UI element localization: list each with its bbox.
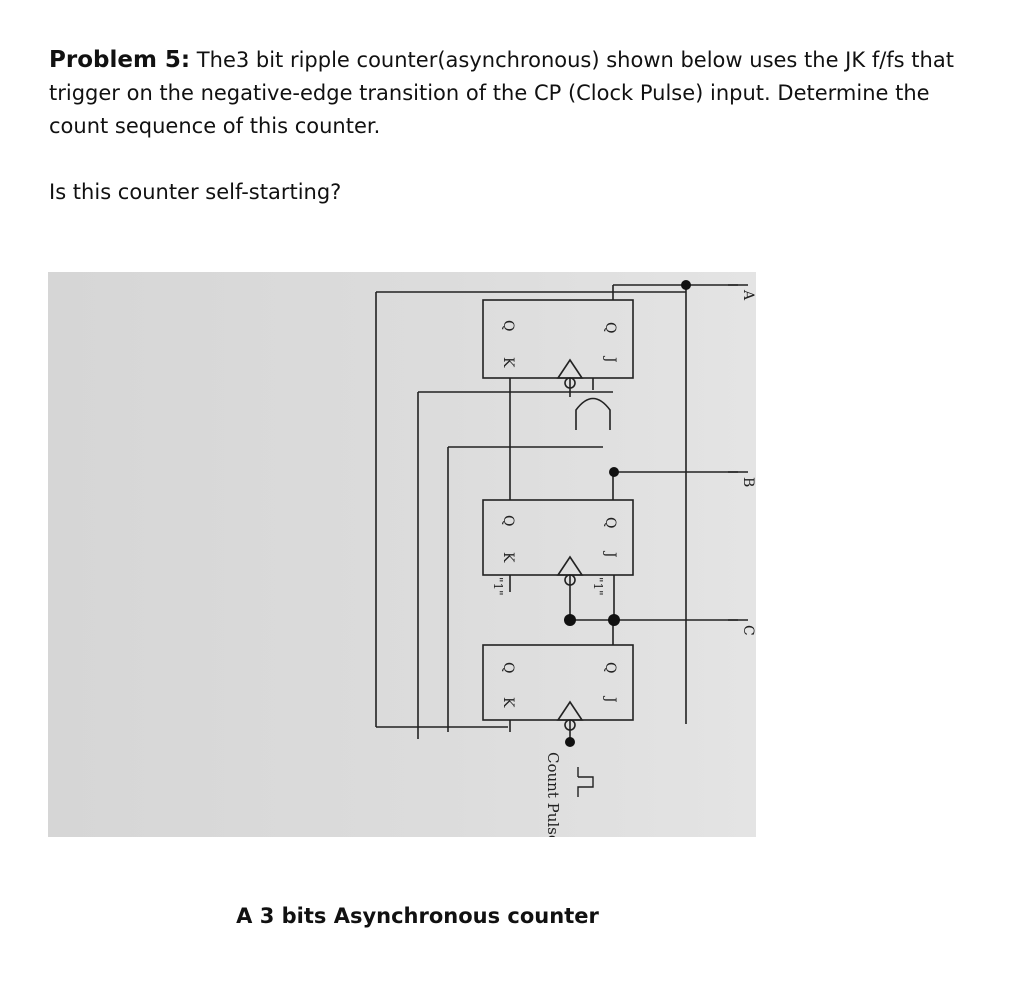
flip-flop-c (483, 645, 633, 720)
circuit-photo (48, 272, 756, 837)
ff-a-k-label: K (500, 357, 516, 368)
ff-c-k-label: K (500, 697, 516, 708)
ff-a-qbar-label: Q (500, 320, 516, 332)
ff-b-q-label: Q (602, 517, 618, 529)
ff-c-qbar-label: Q (500, 662, 516, 674)
output-a-label: A (740, 290, 756, 301)
flip-flop-b (483, 500, 633, 575)
problem-statement (49, 44, 989, 143)
logic-one-k-label: "1" (491, 577, 505, 596)
problem-text: The3 bit ripple counter(asynchronous) shown below uses the JK f/fs that trigger on the negative-edge transition of the CP (Clock Pulse) input. Determine the count sequence of this counter. (49, 48, 954, 138)
count-pulse-label: Count Pulse (544, 752, 562, 837)
clock-pulse-icon (578, 767, 593, 797)
ff-b-j-label: J (602, 552, 618, 558)
ff-b-qbar-label: Q (500, 515, 516, 527)
figure-caption: A 3 bits Asynchronous counter (236, 904, 599, 928)
problem-label: Problem 5: (49, 47, 191, 73)
ff-c-q-label: Q (602, 662, 618, 674)
ff-b-k-label: K (500, 552, 516, 563)
output-b-label: B (740, 477, 756, 488)
output-c-label: C (740, 625, 756, 636)
logic-one-j-label: "1" (591, 577, 605, 596)
ff-c-j-label: J (602, 697, 618, 703)
ff-a-j-label: J (602, 357, 618, 363)
problem-question: Is this counter self-starting? (49, 180, 342, 204)
jk-counter-diagram (48, 272, 756, 837)
ff-a-q-label: Q (602, 322, 618, 334)
